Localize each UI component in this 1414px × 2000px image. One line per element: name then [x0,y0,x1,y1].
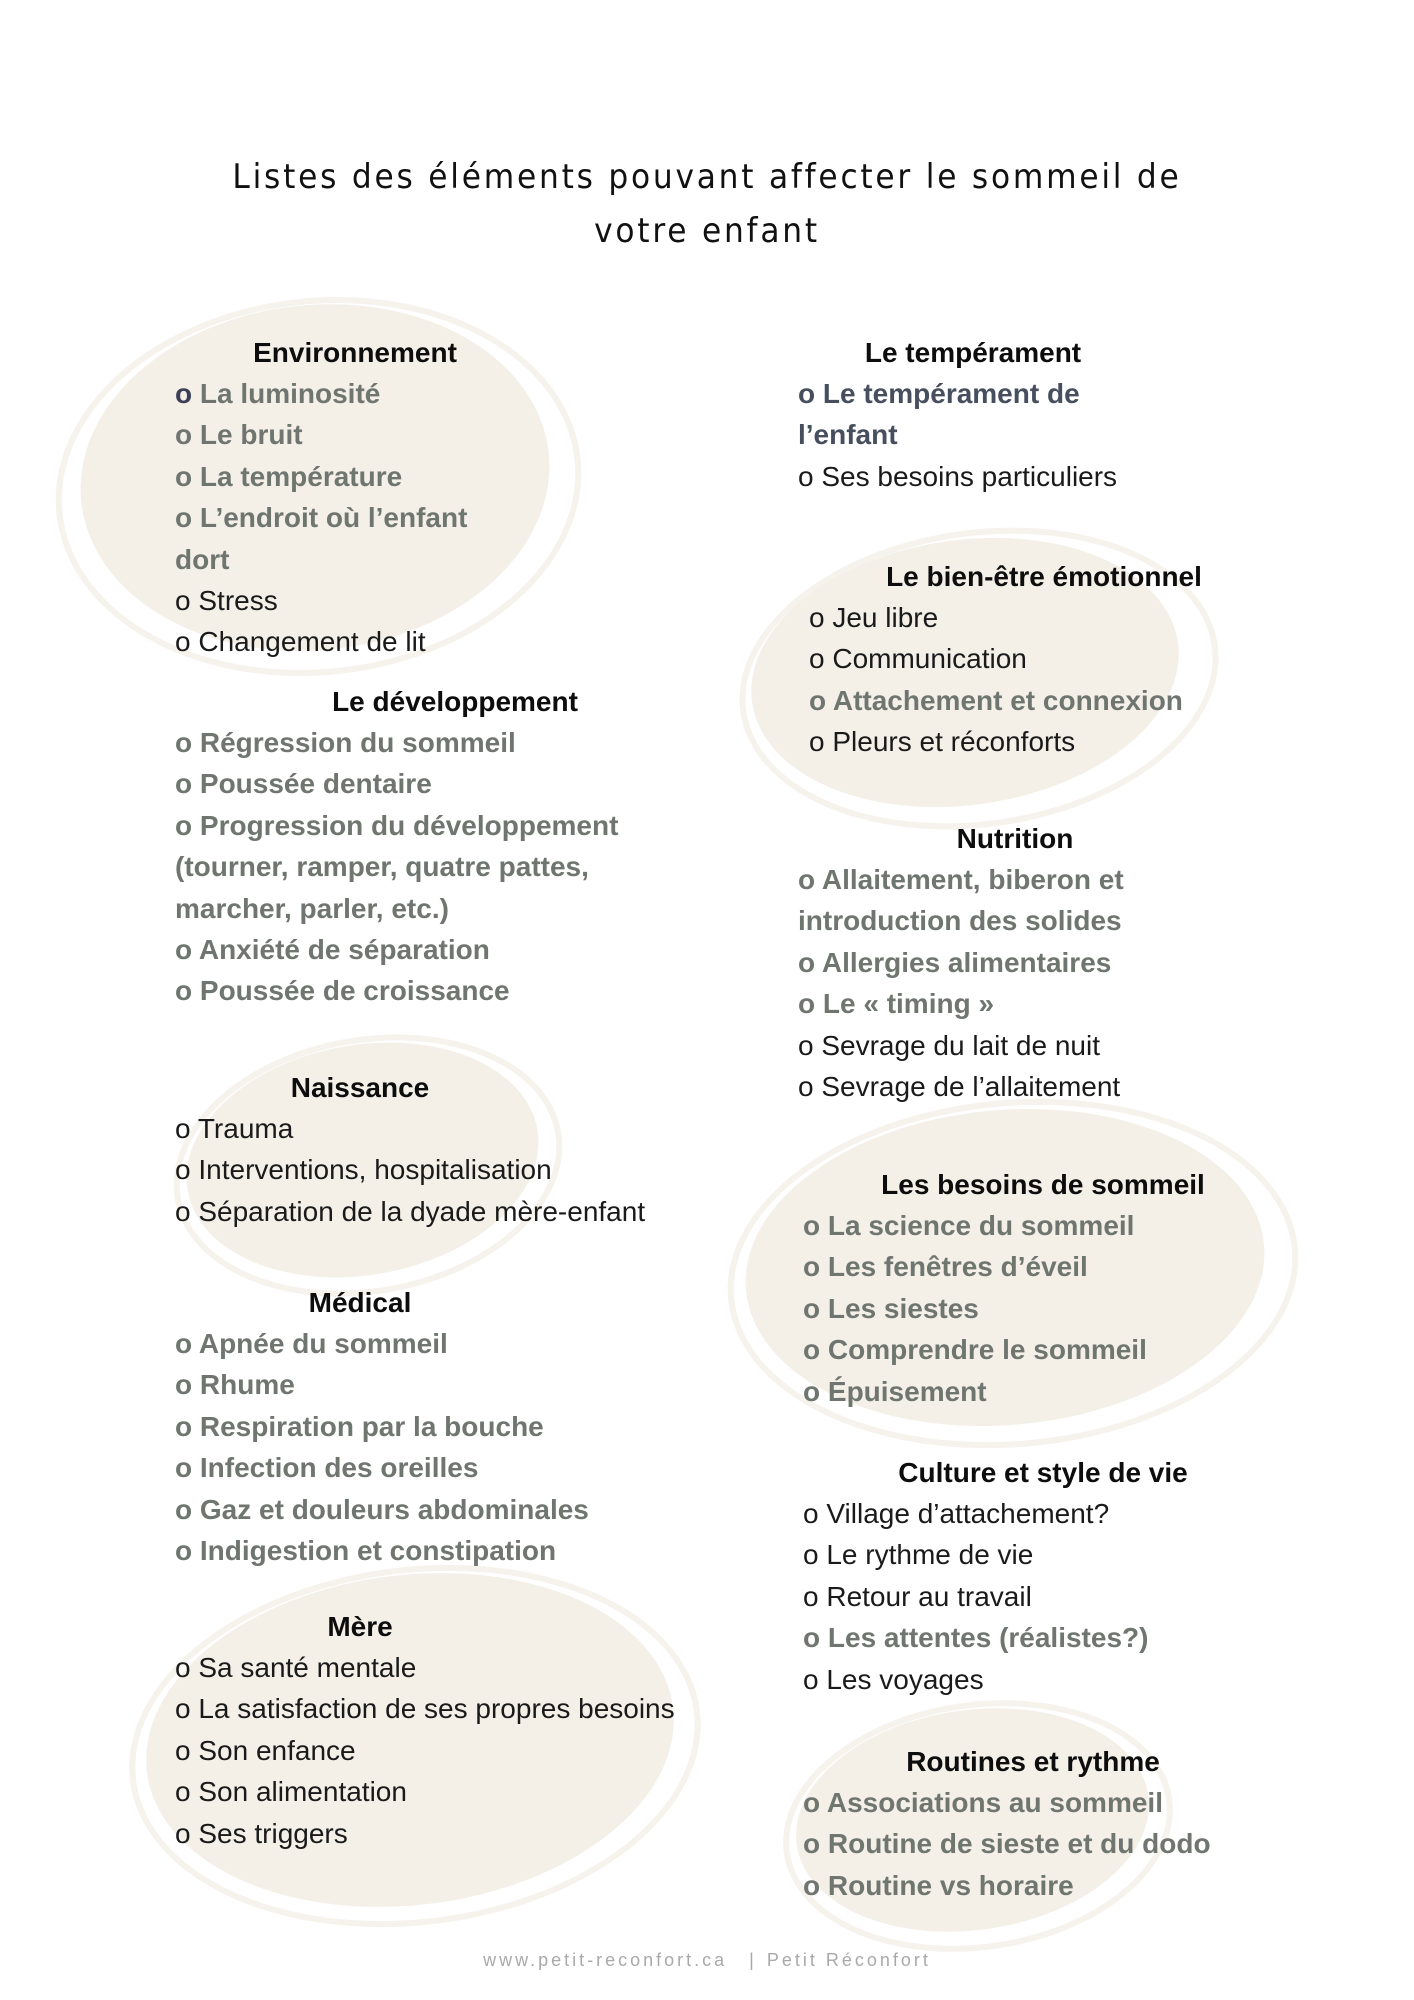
bullet: o [803,1663,819,1695]
item-text: Stress [198,585,278,617]
item-text: Gaz et douleurs abdominales [199,1493,589,1525]
list-item [175,970,715,1011]
item-text: La luminosité [199,378,381,409]
bullet: o [809,643,825,675]
item-text: Allergies alimentaires [821,946,1112,978]
bullet: o [175,585,191,617]
bullet: o [803,1539,819,1571]
bullet: o [175,1817,191,1849]
list-item-continuation [798,900,1238,941]
item-text: Son alimentation [198,1776,407,1808]
list-item [175,1149,715,1190]
bullet: o [175,975,193,1007]
section-mere [175,1606,735,1854]
section-heading: Médical [308,1287,412,1318]
section-developpement [175,681,715,1012]
section-heading: Routines et rythme [906,1746,1160,1777]
list-item-continuation [798,414,1218,455]
item-text: Apnée du sommeil [198,1328,448,1359]
item-text: Routine de sieste et du dodo [827,1828,1211,1860]
list-item [803,1534,1253,1575]
list-item [175,1813,735,1854]
list-item [175,1364,715,1405]
item-text: (tourner, ramper, quatre pattes, [175,851,589,883]
bullet: o [175,502,193,534]
list-item [175,580,555,621]
section-temperament [798,332,1218,497]
item-text: Les siestes [827,1292,979,1324]
bullet: o [798,864,816,895]
bullet: o [175,1369,193,1401]
bullet: o [798,460,814,492]
bullet: o [175,1652,191,1683]
bullet: o [803,1580,819,1612]
bullet: o [175,1154,191,1186]
bullet: o [175,809,193,841]
page-title-line-1: Listes des éléments pouvant affecter le sommeil de [232,157,1182,197]
list-item [175,456,555,497]
list-item [803,1371,1253,1412]
item-text: Anxiété de séparation [198,934,490,966]
item-text: Progression du développement [199,809,619,841]
list-item [175,722,715,763]
bullet: o [175,1493,193,1525]
bullet: o [175,419,193,451]
section-heading: Culture et style de vie [898,1457,1188,1488]
item-text: Le bruit [199,419,303,451]
page-title-line-2: votre enfant [594,211,820,251]
bullet: o [175,1328,193,1359]
item-text: La température [199,460,403,492]
bullet: o [175,460,193,492]
list-item [809,721,1249,762]
item-text: Village d’attachement? [826,1498,1110,1529]
bullet: o [798,1071,814,1103]
item-text: La satisfaction de ses propres besoins [198,1693,675,1725]
list-item [803,1617,1253,1658]
list-item [798,1066,1238,1107]
section-heading: Naissance [290,1072,430,1103]
item-text: Épuisement [827,1375,987,1407]
item-text: Poussée de croissance [199,975,510,1007]
list-item [175,1406,715,1447]
section-medical [175,1282,715,1571]
item-text: Poussée dentaire [199,768,432,800]
item-text: La science du sommeil [827,1210,1135,1241]
bullet: o [803,1334,821,1366]
item-text: Le « timing » [822,988,995,1020]
item-text: Allaitement, biberon et [821,864,1124,895]
bullet: o [175,727,193,758]
footer-brand: Petit Réconfort [766,1950,931,1970]
footer [0,1950,1414,1971]
section-routines [803,1741,1273,1906]
list-item [798,1025,1238,1066]
item-text: l’enfant [798,419,898,451]
bullet: o [798,378,816,409]
list-item [175,1447,715,1488]
bullet: o [175,1195,191,1227]
item-text: Attachement et connexion [832,684,1183,716]
list-item [175,497,555,538]
item-text: Trauma [197,1113,294,1144]
item-text: Régression du sommeil [199,727,516,758]
item-text: Ses besoins particuliers [821,460,1118,492]
list-item [809,597,1249,638]
item-text: Indigestion et constipation [199,1535,557,1567]
bullet: o [803,1210,821,1241]
bullet: o [803,1375,821,1407]
list-item [798,456,1218,497]
bullet: o [175,1776,191,1808]
bullet: o [175,934,193,966]
list-item [175,1771,735,1812]
item-text: introduction des solides [798,905,1122,937]
list-item-continuation [175,888,715,929]
bullet: o [175,1535,193,1567]
bullet: o [175,626,191,658]
item-text: Les voyages [826,1663,984,1695]
list-item [809,680,1249,721]
list-item-continuation [175,846,715,887]
item-text: dort [175,543,230,575]
item-text: Interventions, hospitalisation [198,1154,552,1186]
list-item [798,859,1238,900]
list-item [798,942,1238,983]
list-item [175,1530,715,1571]
section-besoins-sommeil [803,1164,1253,1412]
item-text: Associations au sommeil [826,1787,1163,1818]
list-item [809,638,1249,679]
bullet: o [803,1622,821,1654]
item-text: marcher, parler, etc.) [175,892,449,924]
list-item [175,1489,715,1530]
list-item [798,983,1238,1024]
item-text: Sevrage de l’allaitement [821,1071,1121,1103]
item-text: Ses triggers [198,1817,348,1849]
item-text: Pleurs et réconforts [832,726,1076,758]
section-heading: Le tempérament [864,337,1082,368]
bullet: o [798,946,816,978]
item-text: Communication [832,643,1027,675]
list-item [803,1576,1253,1617]
section-heading: Environnement [253,337,457,368]
list-item [803,1659,1253,1700]
item-text: Les attentes (réalistes?) [827,1622,1149,1654]
bullet: o [803,1787,821,1818]
list-item [175,763,715,804]
bullet: o [809,726,825,758]
item-text: Comprendre le sommeil [827,1334,1147,1366]
list-item [175,1647,735,1688]
page-title [57,150,1358,258]
list-item [803,1823,1273,1864]
bullet: o [803,1828,821,1860]
list-item-continuation [175,539,555,580]
bullet: o [175,1734,191,1766]
list-item [175,929,715,970]
list-item [175,1730,735,1771]
section-bien-etre [809,556,1249,763]
bullet: o [809,684,827,716]
bullet: o [175,1113,191,1144]
list-item [175,414,555,455]
item-text: Respiration par la bouche [199,1410,544,1442]
item-text: Rhume [199,1369,295,1401]
footer-separator: | [749,1950,757,1970]
bullet: o [175,1452,193,1484]
list-item [803,1865,1273,1906]
section-culture [803,1452,1253,1700]
section-heading: Nutrition [956,823,1074,854]
bullet: o [809,602,825,633]
footer-website-link[interactable]: www.petit-reconfort.ca [483,1950,728,1970]
section-heading: Les besoins de sommeil [881,1169,1205,1200]
item-text: Son enfance [198,1734,356,1766]
item-text: Retour au travail [826,1580,1032,1612]
list-item [175,805,715,846]
item-text: Les fenêtres d’éveil [827,1251,1088,1283]
section-naissance [175,1067,715,1232]
bullet: o [803,1292,821,1324]
list-item [803,1493,1253,1534]
item-text: Jeu libre [832,602,939,633]
bullet: o [175,378,193,409]
list-item [175,1108,715,1149]
list-item [175,373,555,414]
section-heading: Le développement [332,686,578,717]
item-text: Infection des oreilles [199,1452,479,1484]
bullet: o [175,1410,193,1442]
item-text: Sevrage du lait de nuit [821,1029,1100,1061]
list-item [803,1782,1273,1823]
list-item [175,1191,715,1232]
list-item [803,1205,1253,1246]
section-heading: Mère [327,1611,393,1642]
bullet: o [175,768,193,800]
item-text: Routine vs horaire [827,1869,1074,1901]
bullet: o [803,1251,821,1283]
list-item [175,1688,735,1729]
list-item [798,373,1218,414]
list-item [175,621,555,662]
list-item [175,1323,715,1364]
list-item [803,1246,1253,1287]
section-heading: Le bien-être émotionnel [886,561,1202,592]
bullet: o [798,988,816,1020]
item-text: L’endroit où l’enfant [199,502,468,534]
item-text: Le rythme de vie [826,1539,1034,1571]
bullet: o [175,1693,191,1725]
bullet: o [803,1869,821,1901]
item-text: Séparation de la dyade mère-enfant [198,1195,646,1227]
bullet: o [803,1498,819,1529]
item-text: Changement de lit [198,626,426,658]
list-item [803,1329,1253,1370]
bullet: o [798,1029,814,1061]
section-environnement [175,332,555,663]
section-nutrition [798,818,1238,1107]
item-text: Sa santé mentale [198,1652,417,1683]
list-item [803,1288,1253,1329]
item-text: Le tempérament de [822,378,1080,409]
